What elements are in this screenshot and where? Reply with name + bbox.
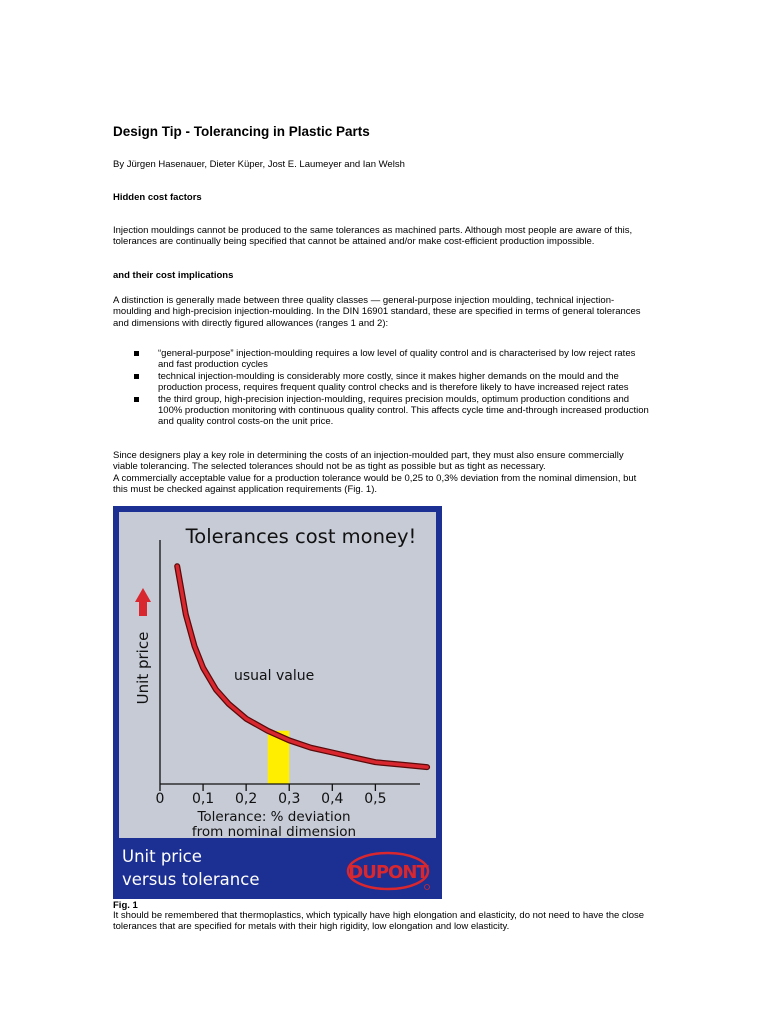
text-line: Injection mouldings cannot be produced to the same tolerances as machined parts. Although most people are aware of this, bbox=[113, 225, 633, 236]
figure-footer-line: versus tolerance bbox=[122, 870, 260, 889]
text-line: this must be checked against application requirements (Fig. 1). bbox=[113, 484, 378, 496]
designers-paragraph bbox=[113, 450, 728, 496]
intro-paragraph bbox=[113, 225, 728, 248]
authors-line: By Jürgen Hasenauer, Dieter Küper, Jost E. Laumeyer and Ian Welsh bbox=[113, 159, 405, 170]
figure-tolerance-chart bbox=[113, 506, 442, 899]
text-line: production process, requires frequent quality control checks and is therefore likely to have increased reject rates bbox=[158, 382, 629, 394]
figure-footer bbox=[113, 838, 442, 899]
closing-paragraph bbox=[113, 910, 728, 933]
tolerance-cost-chart bbox=[119, 512, 436, 838]
x-tick-label: 0,3 bbox=[278, 791, 301, 807]
list-item bbox=[113, 371, 728, 394]
up-arrow-icon bbox=[135, 588, 151, 616]
bullet-square-icon bbox=[134, 351, 139, 356]
usual-value-annotation: usual value bbox=[234, 668, 315, 684]
text-line: and fast production cycles bbox=[158, 359, 268, 371]
text-line: 100% production monitoring with continuous quality control. This affects cycle time and-through increased production bbox=[158, 405, 649, 417]
text-line: It should be remembered that thermoplastics, which typically have high elongation and elasticity, do not need to have the close bbox=[113, 910, 645, 921]
distinction-paragraph bbox=[113, 295, 728, 329]
bullet-square-icon bbox=[134, 374, 139, 379]
bullet-square-icon bbox=[134, 397, 139, 402]
dupont-logo bbox=[346, 851, 430, 891]
quality-class-list bbox=[113, 348, 728, 428]
text-line: Since designers play a key role in determining the costs of an injection-moulded part, they must also ensure commercially bbox=[113, 450, 624, 461]
text-line: viable tolerancing. The selected tolerances should not be as tight as possible but as tight as necessary. bbox=[113, 461, 546, 473]
list-item bbox=[113, 394, 728, 428]
chart-title: Tolerances cost money! bbox=[185, 525, 417, 548]
x-axis-label: Tolerance: % deviation bbox=[197, 809, 351, 825]
figure-footer-line: Unit price bbox=[122, 847, 202, 866]
text-line: the third group, high-precision injection-moulding, requires precision moulds, optimum production conditions and bbox=[158, 393, 630, 405]
page-title: Design Tip - Tolerancing in Plastic Parts bbox=[113, 124, 370, 139]
text-line: technical injection-moulding is considerably more costly, since it makes higher demands on the mould and the bbox=[158, 370, 619, 382]
text-line: “general-purpose” injection-moulding requires a low level of quality control and is characterised by low reject rates bbox=[158, 348, 636, 359]
heading-cost-implications: and their cost implications bbox=[113, 270, 234, 281]
x-axis-label: from nominal dimension bbox=[191, 824, 357, 838]
x-tick-label: 0 bbox=[155, 791, 165, 807]
text-line: moulding and high-precision injection-moulding. In the DIN 16901 standard, these are specified in terms of general tolerances bbox=[113, 306, 641, 318]
text-line: tolerances are continually being specified that cannot be attained and/or make cost-efficient production impossible. bbox=[113, 236, 595, 248]
chart-plot-area bbox=[119, 512, 436, 838]
text-line: A commercially acceptable value for a production tolerance would be 0,25 to 0,3% deviation from the nominal dimension, but bbox=[113, 472, 637, 484]
x-tick-label: 0,2 bbox=[235, 791, 258, 807]
series-line-outline bbox=[177, 566, 427, 767]
x-tick-label: 0,1 bbox=[191, 791, 215, 807]
x-tick-label: 0,5 bbox=[364, 791, 387, 807]
text-line: A distinction is generally made between three quality classes — general-purpose injection moulding, technical injection- bbox=[113, 295, 615, 306]
y-axis-label: Unit price bbox=[134, 631, 152, 705]
figure-caption: Fig. 1 bbox=[113, 900, 138, 911]
svg-text:DUPONT: DUPONT bbox=[348, 862, 428, 883]
text-line: and dimensions with directly figured allowances (ranges 1 and 2): bbox=[113, 317, 389, 329]
text-line: and quality control costs-on the unit price. bbox=[158, 416, 334, 428]
list-item bbox=[113, 348, 728, 371]
heading-hidden-cost: Hidden cost factors bbox=[113, 192, 202, 203]
series-line bbox=[177, 566, 427, 767]
text-line: tolerances that are specified for metals with their high rigidity, low elongation and low elasticity. bbox=[113, 921, 510, 933]
x-tick-label: 0,4 bbox=[321, 791, 344, 807]
